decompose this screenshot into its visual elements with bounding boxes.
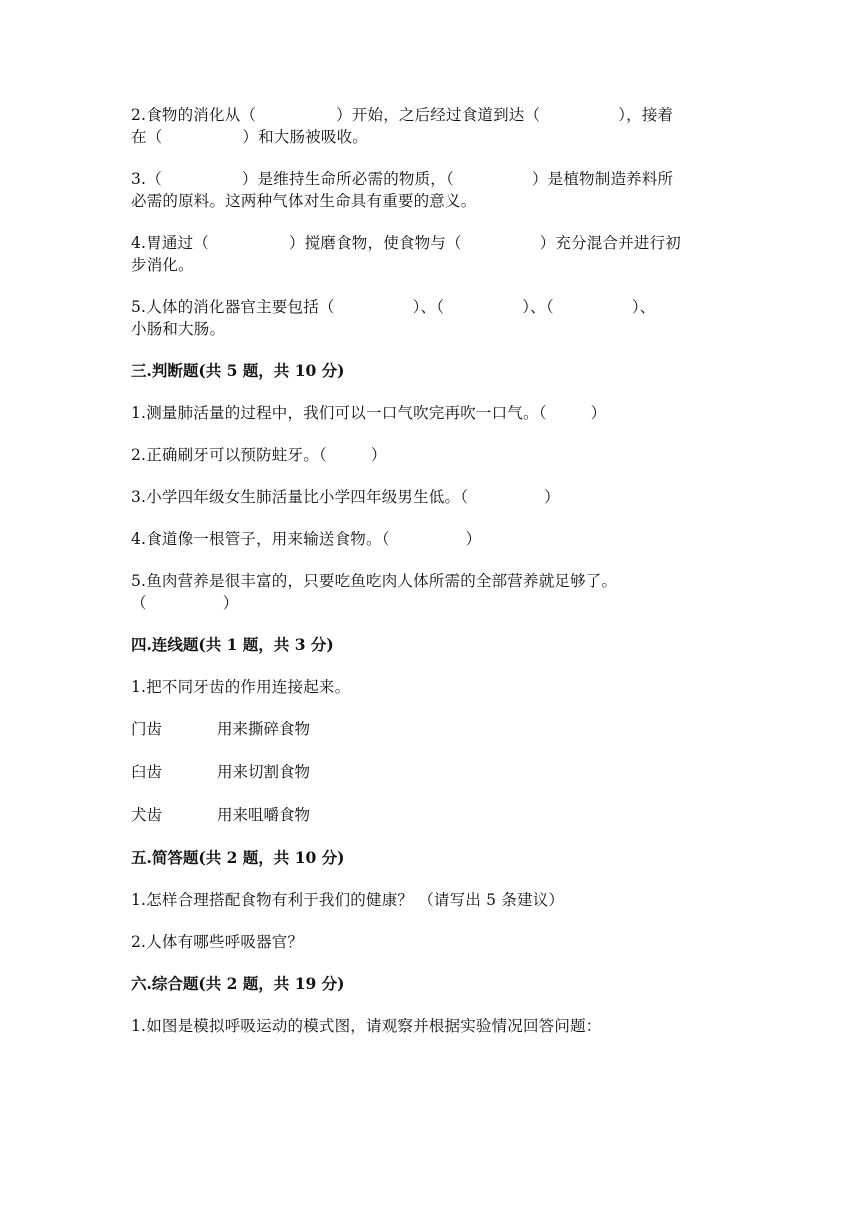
section-heading-match: 四.连线题(共 1 题，共 3 分) (131, 635, 334, 654)
tooth-name[interactable]: 臼齿 (131, 763, 163, 781)
match-row (131, 718, 731, 740)
comprehensive-question-1: 1.如图是模拟呼吸运动的模式图，请观察并根据实验情况回答问题： (131, 1017, 602, 1035)
judge-question-1: 1.测量肺活量的过程中，我们可以一口气吹完再吹一口气。（ ） (131, 404, 607, 422)
fill-question-5: 5.人体的消化器官主要包括（ ）、（ ）、（ ）、 小肠和大肠。 (131, 298, 656, 338)
tooth-name[interactable]: 门齿 (131, 720, 163, 738)
section-heading-judge: 三.判断题(共 5 题，共 10 分) (131, 361, 345, 380)
match-row (131, 761, 731, 783)
tooth-function[interactable]: 用来咀嚼食物 (217, 806, 311, 824)
match-row (131, 804, 731, 826)
short-question-1: 1.怎样合理搭配食物有利于我们的健康？ （请写出 5 条建议） (131, 891, 565, 909)
section-heading-comprehensive: 六.综合题(共 2 题，共 19 分) (131, 974, 345, 993)
fill-question-4: 4.胃通过（ ）搅磨食物，使食物与（ ）充分混合并进行初 步消化。 (131, 234, 682, 274)
judge-question-3: 3.小学四年级女生肺活量比小学四年级男生低。（ ） (131, 488, 560, 506)
tooth-name[interactable]: 犬齿 (131, 806, 163, 824)
tooth-function[interactable]: 用来切割食物 (217, 763, 311, 781)
match-prompt: 1.把不同牙齿的作用连接起来。 (131, 678, 351, 696)
fill-question-2: 2.食物的消化从（ ）开始，之后经过食道到达（ ），接着 在（ ）和大肠被吸收。 (131, 106, 674, 146)
short-question-2: 2.人体有哪些呼吸器官？ (131, 933, 304, 951)
judge-question-4: 4.食道像一根管子，用来输送食物。（ ） (131, 530, 482, 548)
exam-page (131, 104, 731, 1057)
section-heading-short: 五.简答题(共 2 题，共 10 分) (131, 848, 345, 867)
judge-question-5: 5.鱼肉营养是很丰富的，只要吃鱼吃肉人体所需的全部营养就足够了。 （ ） (131, 572, 618, 612)
tooth-function[interactable]: 用来撕碎食物 (217, 720, 311, 738)
fill-question-3: 3.（ ）是维持生命所必需的物质，（ ）是植物制造养料所 必需的原料。这两种气体对生命具有重要的意义。 (131, 170, 674, 210)
judge-question-2: 2.正确刷牙可以预防蛀牙。（ ） (131, 446, 387, 464)
